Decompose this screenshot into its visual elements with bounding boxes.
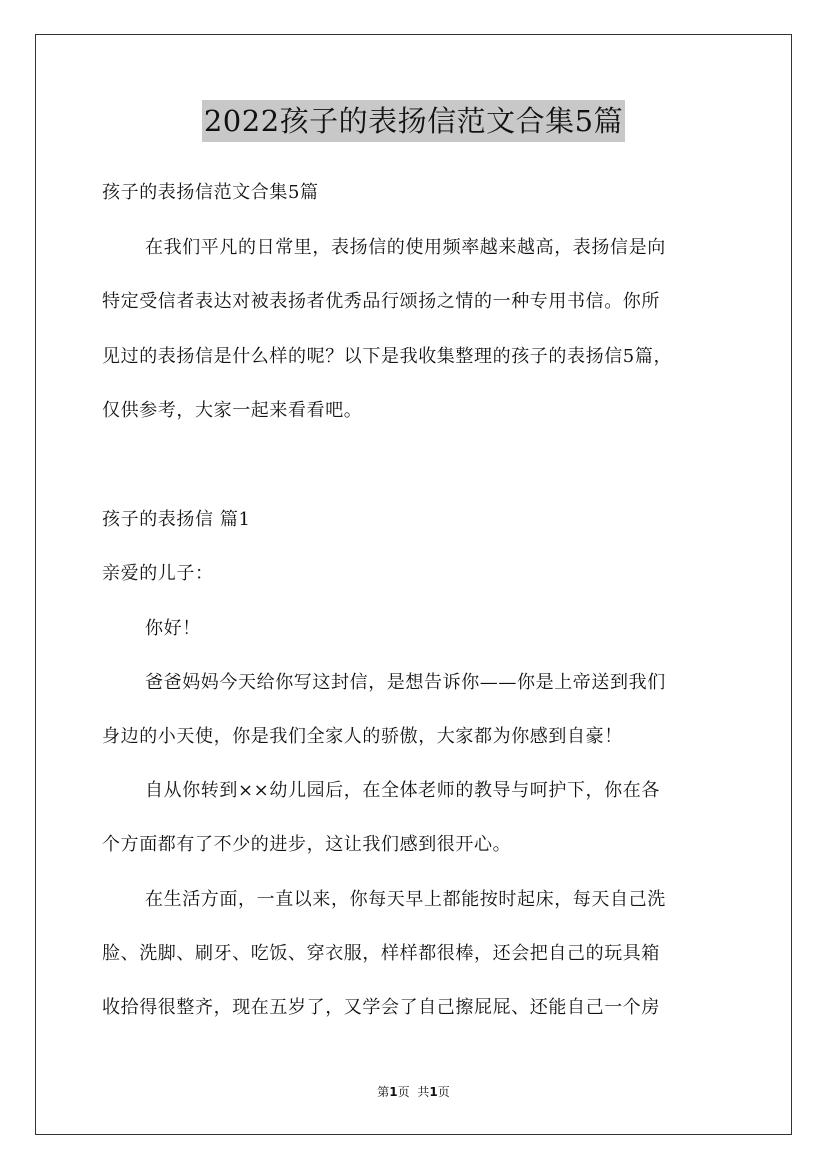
footer-page-number: 1 <box>389 1085 398 1099</box>
footer-page-prefix: 第 <box>377 1085 390 1099</box>
paragraph-line: 爸爸妈妈今天给你写这封信，是想告诉你——你是上帝送到我们 <box>145 672 666 693</box>
footer-total-prefix: 共 <box>417 1085 430 1099</box>
salutation: 亲爱的儿子： <box>102 563 214 584</box>
paragraph-line: 身边的小天使，你是我们全家人的骄傲，大家都为你感到自豪！ <box>102 726 623 747</box>
footer-total-suffix: 页 <box>437 1085 450 1099</box>
paragraph-line: 脸、洗脚、刷牙、吃饭、穿衣服，样样都很棒，还会把自己的玩具箱 <box>102 943 660 964</box>
paragraph-line: 在我们平凡的日常里，表扬信的使用频率越来越高，表扬信是向 <box>145 237 666 258</box>
paragraph-line: 见过的表扬信是什么样的呢？以下是我收集整理的孩子的表扬信5篇， <box>102 346 673 367</box>
page-footer <box>0 1084 827 1100</box>
paragraph-line: 收拾得很整齐，现在五岁了，又学会了自己擦屁屁、还能自己一个房 <box>102 997 660 1018</box>
title-container <box>0 100 827 142</box>
paragraph-line: 特定受信者表达对被表扬者优秀品行颂扬之情的一种专用书信。你所 <box>102 291 660 312</box>
footer-page-suffix: 页 <box>397 1085 410 1099</box>
greeting: 你好！ <box>145 618 201 639</box>
paragraph-line: 个方面都有了不少的进步，这让我们感到很开心。 <box>102 834 512 855</box>
paragraph-line: 在生活方面，一直以来，你每天早上都能按时起床，每天自己洗 <box>145 889 666 910</box>
paragraph-line: 仅供参考，大家一起来看看吧。 <box>102 400 363 421</box>
paragraph-line: 自从你转到××幼儿园后，在全体老师的教导与呵护下，你在各 <box>145 780 660 801</box>
section-heading: 孩子的表扬信 篇1 <box>102 509 251 530</box>
footer-total-number: 1 <box>429 1085 438 1099</box>
document-title: 2022孩子的表扬信范文合集5篇 <box>202 100 625 142</box>
subtitle-line: 孩子的表扬信范文合集5篇 <box>102 182 319 203</box>
